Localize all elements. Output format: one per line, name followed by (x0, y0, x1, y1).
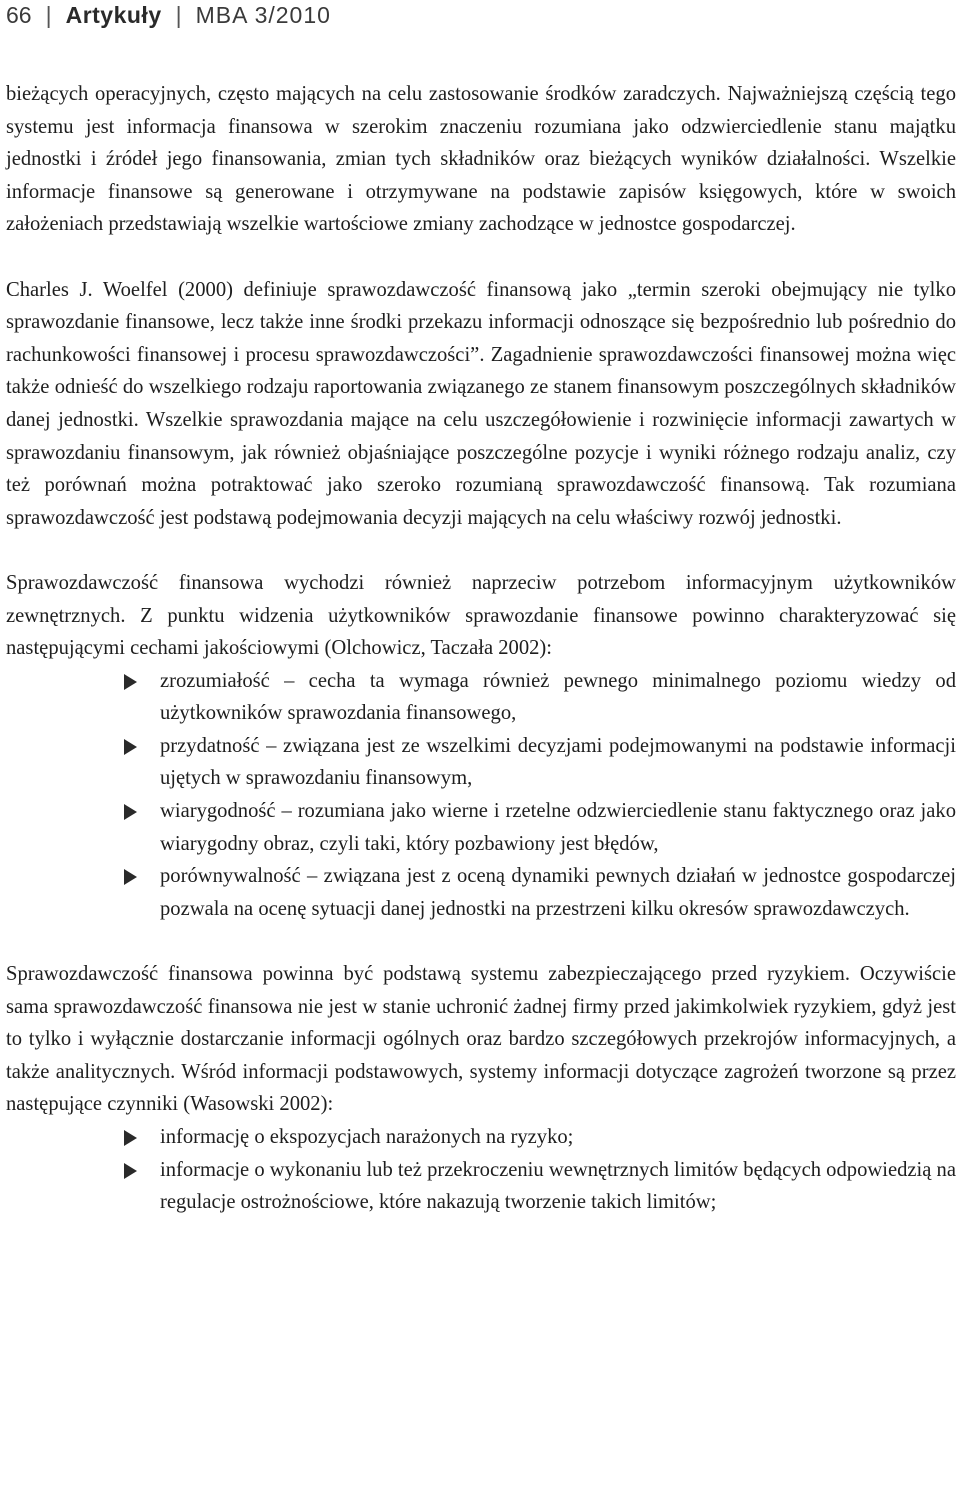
list-item (160, 665, 956, 730)
list-item-text: zrozumiałość – cecha ta wymaga również pewnego minimalnego poziomu wiedzy od użytkowników sprawozdania finansowego, (160, 669, 956, 725)
list-item (160, 795, 956, 860)
list-item (160, 730, 956, 795)
issue-label: MBA 3/2010 (195, 1, 331, 28)
paragraph-3: Sprawozdawczość finansowa wychodzi również naprzeciw potrzebom informacyjnym użytkowników zewnętrznych. Z punktu widzenia użytkowników sprawozdanie finansowe powinno charakteryzować się następującymi cechami jakościowymi (Olchowicz, Taczała 2002): (6, 571, 956, 660)
list-item (160, 1121, 956, 1154)
header-separator: | (45, 1, 52, 28)
paragraph-4: Sprawozdawczość finansowa powinna być podstawą systemu zabezpieczającego przed ryzykiem. Oczywiście sama sprawozdawczość finansowa nie jest w stanie uchronić żadnej firmy przed jakimkolwiek ryzykiem, gdyż jest to tylko i wyłącznie dostarczanie informacji ogólnych oraz bardzo szczegółowych przekrojów informacyjnych, a także analitycznych. Wśród informacji podstawowych, systemy informacji dotyczące zagrożeń tworzone są przez następujące czynniki (Wasowski 2002): (6, 963, 956, 1116)
paragraph-1: bieżących operacyjnych, często mających na celu zastosowanie środków zaradczych. Najważniejszą częścią tego systemu jest informacja finansowa w szerokim znaczeniu rozumiana jako odzwierciedlenie stanu majątku jednostki i źródeł jego finansowania, zmian tych składników oraz bieżących wyników działalności. Wszelkie informacje finansowe są generowane i otrzymywane na podstawie zapisów księgowych, które w swoich założeniach przedstawiają wszelkie wartościowe zmiany zachodzące w jednostce gospodarczej. (6, 83, 956, 236)
bullet-icon (124, 804, 137, 820)
list-item-text: informację o ekspozycjach narażonych na ryzyko; (160, 1126, 574, 1148)
article-body (6, 78, 956, 1219)
list-item-text: informacje o wykonaniu lub też przekroczeniu wewnętrznych limitów będących odpowiedzią na regulacje ostrożnościowe, które nakazują tworzenie takich limitów; (160, 1158, 956, 1214)
bullet-icon (124, 869, 137, 885)
list-item (160, 1154, 956, 1219)
list-item-text: przydatność – związana jest ze wszelkimi decyzjami podejmowanymi na podstawie informacji ujętych w sprawozdaniu finansowym, (160, 734, 956, 790)
quality-list (6, 665, 956, 926)
list-item-text: porównywalność – związana jest z oceną dynamiki pewnych działań w jednostce gospodarczej pozwala na ocenę sytuacji danej jednostki na przestrzeni kilku okresów sprawozdawczych. (160, 865, 956, 920)
page-number: 66 (6, 1, 32, 28)
risk-info-list (6, 1121, 956, 1219)
bullet-icon (124, 1130, 137, 1146)
paragraph-2: Charles J. Woelfel (2000) definiuje sprawozdawczość finansową jako „termin szeroki obejmujący nie tylko sprawozdanie finansowe, lecz także inne środki przekazu informacji odnoszące się bezpośrednio lub pośrednio do rachunkowości finansowej i procesu sprawozdawczości”. Zagadnienie sprawozdawczości finansowej można więc także odnieść do wszelkiego rodzaju raportowania związanego ze stanem finansowym poszczególnych składników danej jednostki. Wszelkie sprawozdania mające na celu uszczegółowienie i rozwinięcie informacji zawartych w sprawozdaniu finansowym, jak również objaśniające poszczególne pozycje i wyniki różnego rodzaju analiz, czy też porównań można potraktować jako szeroko rozumianą sprawozdawczość finansową. Tak rozumiana sprawozdawczość jest podstawą podejmowania decyzji mających na celu właściwy rozwój jednostki. (6, 278, 956, 529)
section-title: Artykuły (65, 1, 162, 28)
page-header (6, 0, 331, 30)
bullet-icon (124, 674, 137, 690)
list-item-text: wiarygodność – rozumiana jako wierne i rzetelne odzwierciedlenie stanu faktycznego oraz jako wiarygodny obraz, czyli taki, który pozbawiony jest błędów, (160, 800, 956, 855)
header-separator-2: | (175, 1, 182, 28)
list-item (160, 860, 956, 925)
bullet-icon (124, 1163, 137, 1179)
bullet-icon (124, 739, 137, 755)
